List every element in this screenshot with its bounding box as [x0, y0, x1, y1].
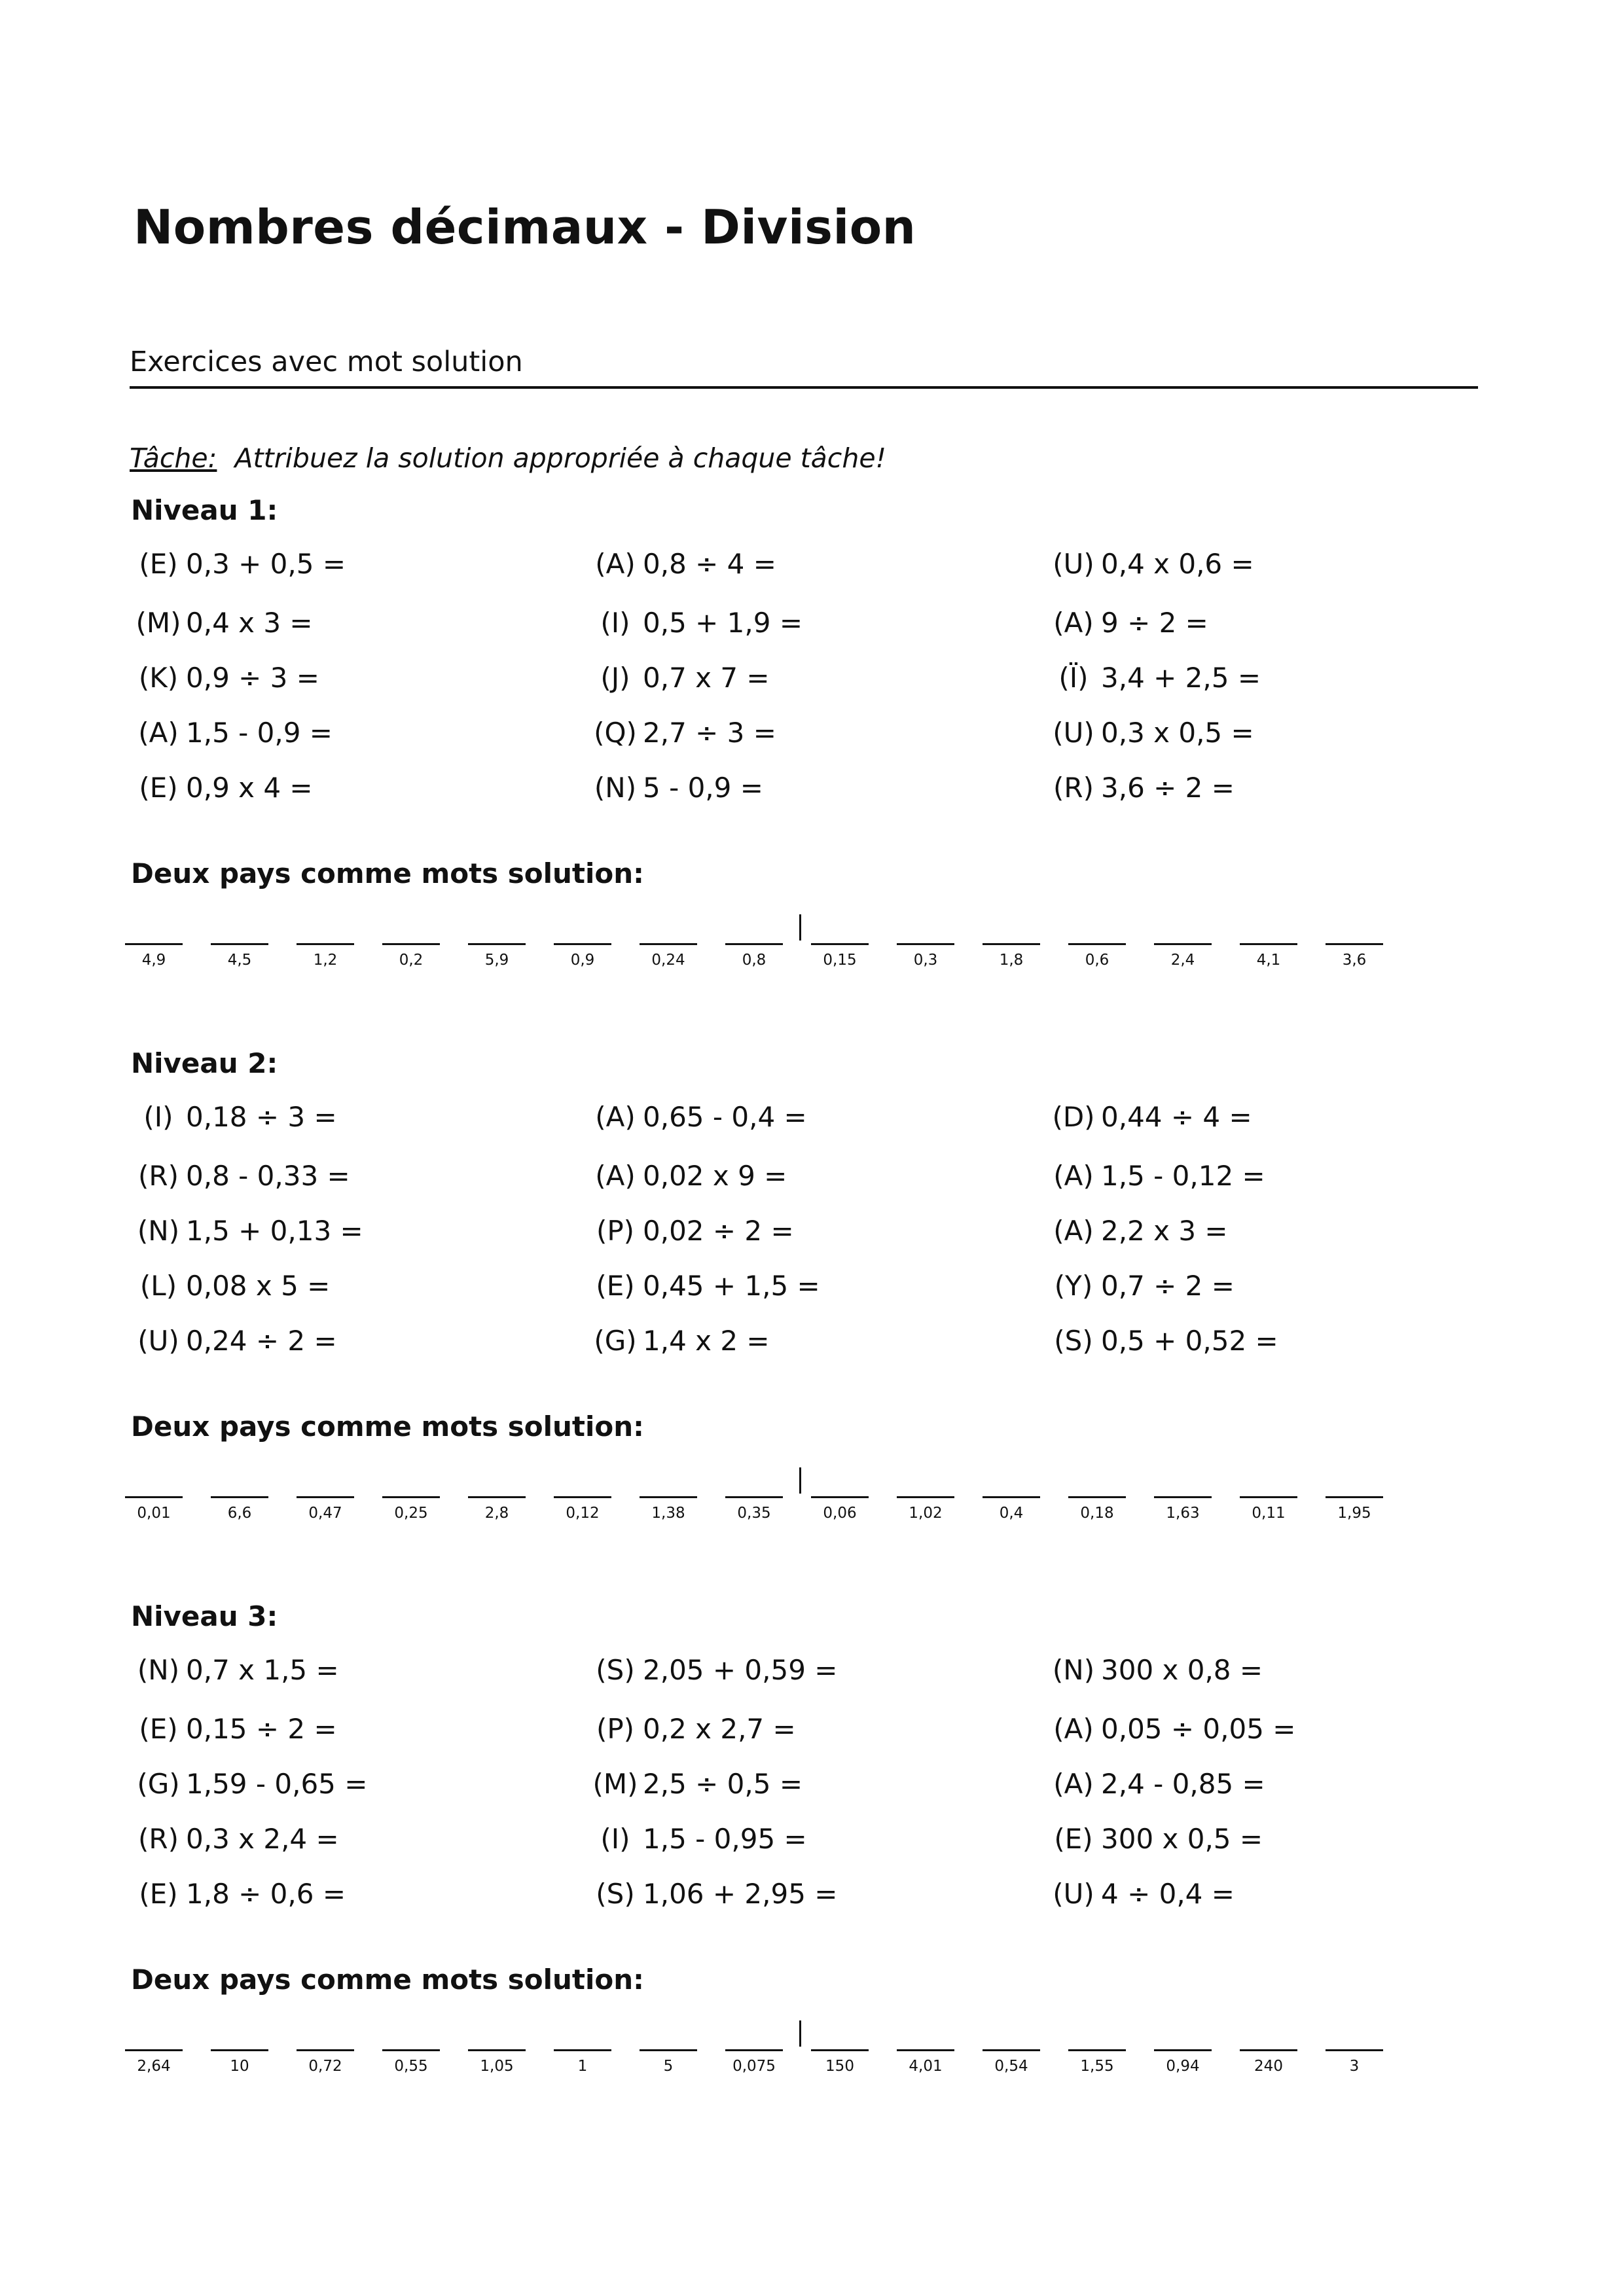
word-separator: [799, 2020, 801, 2047]
solution-number: 4,01: [909, 2058, 943, 2075]
exercise-letter: (M): [135, 607, 181, 639]
answer-blank[interactable]: [1240, 1496, 1297, 1498]
exercise-letter: (E): [139, 772, 178, 804]
exercise-expression: 0,5 + 0,52 =: [1101, 1325, 1278, 1357]
exercise-expression: 4 ÷ 0,4 =: [1101, 1878, 1235, 1910]
exercise-letter: (A): [1053, 1713, 1094, 1745]
exercise-item: [588, 1160, 787, 1192]
exercise-letter: (N): [137, 1215, 180, 1247]
solution-number: 0,6: [1085, 952, 1110, 969]
page-title: Nombres décimaux - Division: [134, 200, 916, 255]
exercise-letter: (K): [138, 662, 179, 694]
exercise-expression: 1,5 - 0,95 =: [643, 1823, 807, 1855]
solution-number: 0,55: [394, 2058, 428, 2075]
exercise-letter: (E): [596, 1270, 635, 1302]
solution-number: 3: [1349, 2058, 1360, 2075]
exercise-item: [588, 772, 763, 804]
level-title: Niveau 1:: [131, 494, 278, 526]
solution-number: 0,25: [394, 1505, 428, 1522]
solution-label: Deux pays comme mots solution:: [131, 1410, 644, 1443]
exercise-expression: 0,7 x 1,5 =: [186, 1654, 339, 1686]
exercise-expression: 0,15 ÷ 2 =: [186, 1713, 337, 1745]
exercise-expression: 2,7 ÷ 3 =: [643, 717, 776, 749]
solution-number: 10: [230, 2058, 249, 2075]
answer-blank[interactable]: [554, 1496, 611, 1498]
exercise-expression: 0,02 x 9 =: [643, 1160, 787, 1192]
exercise-letter: (Y): [1054, 1270, 1093, 1302]
solution-number: 1: [577, 2058, 588, 2075]
solution-number: 240: [1254, 2058, 1283, 2075]
solution-number: 1,63: [1166, 1505, 1200, 1522]
answer-blank[interactable]: [983, 1496, 1040, 1498]
task-instruction: [130, 442, 886, 474]
exercise-item: [131, 1270, 330, 1302]
exercise-item: [1046, 1270, 1235, 1302]
answer-blank[interactable]: [297, 943, 354, 945]
exercise-letter: (U): [1053, 717, 1094, 749]
answer-blank[interactable]: [382, 2049, 440, 2051]
exercise-item: [588, 607, 803, 639]
solution-number: 0,06: [823, 1505, 857, 1522]
exercise-item: [1046, 1654, 1263, 1686]
exercise-expression: 0,02 ÷ 2 =: [643, 1215, 794, 1247]
solution-number: 1,8: [999, 952, 1024, 969]
exercise-letter: (S): [596, 1878, 635, 1910]
solution-number: 0,9: [570, 952, 595, 969]
answer-blank[interactable]: [1068, 2049, 1126, 2051]
exercise-expression: 0,4 x 0,6 =: [1101, 548, 1254, 580]
exercise-letter: (R): [138, 1160, 179, 1192]
answer-blank[interactable]: [1240, 943, 1297, 945]
exercise-item: [1046, 1823, 1263, 1855]
exercise-item: [131, 1325, 337, 1357]
exercise-letter: (A): [595, 1101, 636, 1133]
exercise-item: [1046, 1101, 1252, 1133]
exercise-expression: 0,18 ÷ 3 =: [186, 1101, 337, 1133]
exercise-expression: 1,59 - 0,65 =: [186, 1768, 368, 1800]
answer-blank[interactable]: [468, 1496, 526, 1498]
exercise-letter: (S): [1054, 1325, 1093, 1357]
exercise-item: [588, 1215, 794, 1247]
answer-blank[interactable]: [1154, 2049, 1212, 2051]
answer-blank[interactable]: [211, 943, 268, 945]
solution-number: 1,95: [1337, 1505, 1371, 1522]
exercise-expression: 0,9 x 4 =: [186, 772, 313, 804]
exercise-item: [131, 1215, 363, 1247]
exercise-expression: 300 x 0,8 =: [1101, 1654, 1263, 1686]
solution-number: 4,1: [1256, 952, 1281, 969]
level-title: Niveau 3:: [131, 1600, 278, 1632]
exercise-item: [131, 1101, 337, 1133]
exercise-expression: 0,3 x 0,5 =: [1101, 717, 1254, 749]
exercise-expression: 0,8 ÷ 4 =: [643, 548, 776, 580]
exercise-item: [131, 1823, 339, 1855]
exercise-item: [1046, 1215, 1228, 1247]
exercise-expression: 0,8 - 0,33 =: [186, 1160, 350, 1192]
exercise-letter: (D): [1052, 1101, 1095, 1133]
answer-blank[interactable]: [1326, 2049, 1383, 2051]
exercise-expression: 1,5 - 0,12 =: [1101, 1160, 1265, 1192]
answer-blank[interactable]: [125, 1496, 183, 1498]
exercise-item: [1046, 548, 1254, 580]
answer-blank[interactable]: [811, 1496, 869, 1498]
solution-number: 0,72: [308, 2058, 342, 2075]
exercise-expression: 0,4 x 3 =: [186, 607, 313, 639]
level-section: [0, 1600, 1624, 2189]
exercise-expression: 0,7 ÷ 2 =: [1101, 1270, 1235, 1302]
exercise-item: [131, 1768, 367, 1800]
exercise-item: [588, 1768, 803, 1800]
exercise-letter: (L): [139, 1270, 177, 1302]
exercise-letter: (R): [138, 1823, 179, 1855]
answer-blank[interactable]: [725, 2049, 783, 2051]
solution-number: 0,35: [737, 1505, 771, 1522]
solution-number: 0,18: [1080, 1505, 1114, 1522]
level-section: [0, 1047, 1624, 1636]
answer-blank[interactable]: [983, 2049, 1040, 2051]
exercise-letter: (M): [592, 1768, 638, 1800]
exercise-expression: 0,08 x 5 =: [186, 1270, 331, 1302]
solution-number: 0,94: [1166, 2058, 1200, 2075]
exercise-expression: 3,4 + 2,5 =: [1101, 662, 1261, 694]
solution-number: 0,3: [913, 952, 938, 969]
solution-number: 5: [663, 2058, 674, 2075]
exercise-letter: (U): [1053, 548, 1094, 580]
solution-number: 0,4: [999, 1505, 1024, 1522]
answer-blank[interactable]: [297, 2049, 354, 2051]
exercise-expression: 9 ÷ 2 =: [1101, 607, 1208, 639]
solution-label: Deux pays comme mots solution:: [131, 857, 644, 889]
answer-blank[interactable]: [983, 943, 1040, 945]
exercise-expression: 2,4 - 0,85 =: [1101, 1768, 1265, 1800]
answer-blank[interactable]: [211, 2049, 268, 2051]
exercise-item: [588, 1878, 837, 1910]
exercise-letter: (E): [139, 1878, 178, 1910]
exercise-item: [1046, 772, 1235, 804]
exercise-item: [588, 1823, 807, 1855]
exercise-letter: (S): [596, 1654, 635, 1686]
solution-number: 4,5: [227, 952, 252, 969]
answer-blank[interactable]: [640, 943, 697, 945]
word-separator: [799, 1467, 801, 1494]
solution-number: 1,2: [313, 952, 338, 969]
exercise-letter: (G): [137, 1768, 180, 1800]
exercise-letter: (J): [600, 662, 630, 694]
exercise-expression: 0,44 ÷ 4 =: [1101, 1101, 1252, 1133]
exercise-item: [588, 717, 776, 749]
solution-number: 1,38: [651, 1505, 685, 1522]
solution-number: 5,9: [484, 952, 509, 969]
exercise-item: [588, 1325, 770, 1357]
exercise-letter: (P): [596, 1713, 635, 1745]
exercise-letter: (E): [1054, 1823, 1093, 1855]
exercise-letter: (I): [143, 1101, 173, 1133]
level-title: Niveau 2:: [131, 1047, 278, 1079]
level-section: [0, 494, 1624, 1083]
answer-blank[interactable]: [211, 1496, 268, 1498]
exercise-item: [1046, 1768, 1265, 1800]
exercise-letter: (N): [1052, 1654, 1095, 1686]
answer-blank[interactable]: [640, 1496, 697, 1498]
exercise-expression: 1,06 + 2,95 =: [643, 1878, 838, 1910]
exercise-expression: 0,2 x 2,7 =: [643, 1713, 796, 1745]
exercise-letter: (A): [1053, 1215, 1094, 1247]
answer-blank[interactable]: [554, 943, 611, 945]
exercise-expression: 0,65 - 0,4 =: [643, 1101, 807, 1133]
exercise-expression: 2,2 x 3 =: [1101, 1215, 1228, 1247]
answer-blank[interactable]: [125, 943, 183, 945]
exercise-letter: (G): [594, 1325, 637, 1357]
answer-blank[interactable]: [382, 1496, 440, 1498]
exercise-letter: (A): [595, 548, 636, 580]
answer-blank[interactable]: [897, 943, 954, 945]
exercise-item: [131, 548, 346, 580]
exercise-item: [1046, 1325, 1278, 1357]
exercise-letter: (A): [1053, 1768, 1094, 1800]
exercise-letter: (N): [137, 1654, 180, 1686]
exercise-item: [1046, 1160, 1265, 1192]
solution-number: 4,9: [141, 952, 166, 969]
exercise-item: [1046, 717, 1254, 749]
answer-blank[interactable]: [897, 1496, 954, 1498]
exercise-letter: (U): [1053, 1878, 1094, 1910]
solution-label: Deux pays comme mots solution:: [131, 1964, 644, 1996]
solution-number: 0,075: [732, 2058, 776, 2075]
answer-blank[interactable]: [554, 2049, 611, 2051]
solution-number: 0,47: [308, 1505, 342, 1522]
exercise-item: [131, 1160, 350, 1192]
answer-blank[interactable]: [125, 2049, 183, 2051]
solution-number: 0,11: [1252, 1505, 1286, 1522]
solution-number: 1,05: [480, 2058, 514, 2075]
solution-number: 0,15: [823, 952, 857, 969]
exercise-item: [588, 1713, 796, 1745]
exercise-expression: 0,5 + 1,9 =: [643, 607, 803, 639]
answer-blank[interactable]: [1154, 1496, 1212, 1498]
exercise-letter: (E): [139, 548, 178, 580]
exercise-expression: 3,6 ÷ 2 =: [1101, 772, 1235, 804]
solution-number: 0,8: [742, 952, 767, 969]
exercise-item: [588, 1101, 807, 1133]
exercise-expression: 0,05 ÷ 0,05 =: [1101, 1713, 1296, 1745]
exercise-letter: (I): [600, 1823, 630, 1855]
solution-number: 2,8: [484, 1505, 509, 1522]
solution-number: 3,6: [1342, 952, 1367, 969]
solution-number: 6,6: [227, 1505, 252, 1522]
exercise-item: [588, 662, 770, 694]
exercise-expression: 0,3 x 2,4 =: [186, 1823, 339, 1855]
exercise-expression: 1,8 ÷ 0,6 =: [186, 1878, 346, 1910]
exercise-letter: (A): [1053, 607, 1094, 639]
exercise-expression: 0,45 + 1,5 =: [643, 1270, 820, 1302]
solution-number: 0,24: [651, 952, 685, 969]
solution-number: 0,12: [566, 1505, 600, 1522]
exercise-letter: (A): [595, 1160, 636, 1192]
solution-number: 2,4: [1170, 952, 1195, 969]
answer-blank[interactable]: [1326, 943, 1383, 945]
exercise-expression: 2,05 + 0,59 =: [643, 1654, 838, 1686]
exercise-item: [131, 717, 333, 749]
exercise-letter: (U): [137, 1325, 179, 1357]
exercise-expression: 0,24 ÷ 2 =: [186, 1325, 337, 1357]
solution-number: 1,55: [1080, 2058, 1114, 2075]
solution-number: 2,64: [137, 2058, 171, 2075]
answer-blank[interactable]: [640, 2049, 697, 2051]
answer-blank[interactable]: [1154, 943, 1212, 945]
word-separator: [799, 914, 801, 941]
exercise-letter: (R): [1053, 772, 1094, 804]
task-label: Tâche:: [130, 442, 217, 474]
answer-blank[interactable]: [468, 943, 526, 945]
answer-blank[interactable]: [382, 943, 440, 945]
answer-blank[interactable]: [725, 943, 783, 945]
exercise-item: [1046, 607, 1208, 639]
exercise-expression: 0,7 x 7 =: [643, 662, 770, 694]
exercise-item: [1046, 662, 1261, 694]
answer-blank[interactable]: [811, 943, 869, 945]
exercise-letter: (N): [594, 772, 637, 804]
exercise-expression: 1,4 x 2 =: [643, 1325, 770, 1357]
exercise-letter: (I): [600, 607, 630, 639]
exercise-item: [1046, 1713, 1295, 1745]
solution-number: 150: [825, 2058, 854, 2075]
answer-blank[interactable]: [811, 2049, 869, 2051]
exercise-letter: (Q): [594, 717, 637, 749]
exercise-item: [131, 1878, 346, 1910]
solution-number: 1,02: [909, 1505, 943, 1522]
exercise-expression: 300 x 0,5 =: [1101, 1823, 1263, 1855]
exercise-item: [131, 607, 313, 639]
exercise-item: [1046, 1878, 1235, 1910]
exercise-expression: 1,5 - 0,9 =: [186, 717, 333, 749]
exercise-letter: (Ï): [1058, 662, 1089, 694]
answer-blank[interactable]: [725, 1496, 783, 1498]
exercise-expression: 0,9 ÷ 3 =: [186, 662, 319, 694]
task-text: Attribuez la solution appropriée à chaque tâche!: [234, 442, 886, 474]
exercise-item: [588, 1270, 820, 1302]
answer-blank[interactable]: [1326, 1496, 1383, 1498]
exercise-item: [131, 1654, 339, 1686]
exercise-expression: 5 - 0,9 =: [643, 772, 763, 804]
answer-blank[interactable]: [1068, 1496, 1126, 1498]
answer-blank[interactable]: [897, 2049, 954, 2051]
exercise-expression: 0,3 + 0,5 =: [186, 548, 346, 580]
exercise-expression: 2,5 ÷ 0,5 =: [643, 1768, 803, 1800]
answer-blank[interactable]: [1068, 943, 1126, 945]
solution-number: 0,01: [137, 1505, 171, 1522]
exercise-letter: (E): [139, 1713, 178, 1745]
solution-number: 0,54: [994, 2058, 1028, 2075]
page-subtitle: Exercices avec mot solution: [130, 346, 1478, 389]
answer-blank[interactable]: [297, 1496, 354, 1498]
solution-number: 0,2: [399, 952, 424, 969]
exercise-item: [131, 772, 313, 804]
exercise-item: [131, 1713, 337, 1745]
exercise-letter: (P): [596, 1215, 635, 1247]
exercise-item: [588, 1654, 837, 1686]
exercise-letter: (A): [1053, 1160, 1094, 1192]
answer-blank[interactable]: [1240, 2049, 1297, 2051]
exercise-item: [588, 548, 776, 580]
answer-blank[interactable]: [468, 2049, 526, 2051]
exercise-expression: 1,5 + 0,13 =: [186, 1215, 363, 1247]
exercise-letter: (A): [138, 717, 179, 749]
exercise-item: [131, 662, 319, 694]
